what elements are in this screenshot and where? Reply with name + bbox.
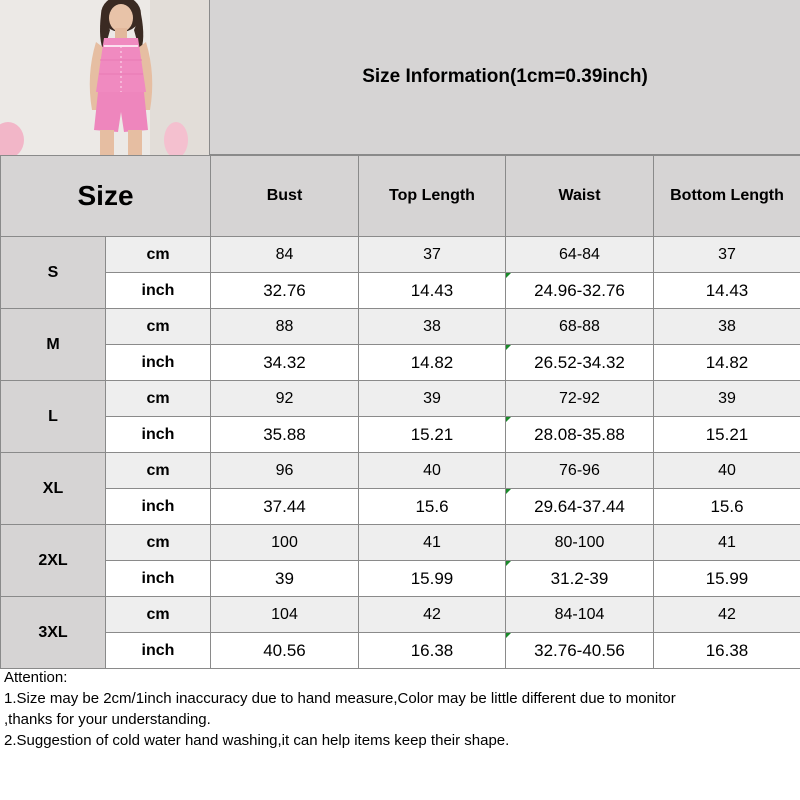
column-header-bottom-length: Bottom Length — [654, 156, 800, 237]
model-illustration — [0, 0, 210, 155]
cell-top-length-inch: 15.6 — [359, 489, 506, 525]
cell-top-length-cm: 38 — [359, 309, 506, 345]
cell-top-length-inch: 14.82 — [359, 345, 506, 381]
cell-bottom-length-cm: 42 — [654, 597, 800, 633]
note-line: 1.Size may be 2cm/1inch inaccuracy due to hand measure,Color may be little different due to monitor — [4, 690, 676, 707]
column-header-bust: Bust — [211, 156, 359, 237]
unit-label-inch: inch — [106, 561, 211, 597]
cell-bust-inch: 39 — [211, 561, 359, 597]
cell-waist-inch-value: 32.76-40.56 — [534, 640, 625, 660]
column-header-top-length: Top Length — [359, 156, 506, 237]
cell-bust-cm: 104 — [211, 597, 359, 633]
cell-bust-inch: 37.44 — [211, 489, 359, 525]
header-row — [1, 156, 800, 237]
cell-bust-cm: 100 — [211, 525, 359, 561]
table-row — [1, 453, 800, 489]
cell-marker — [506, 489, 511, 494]
cell-top-length-inch: 15.21 — [359, 417, 506, 453]
note-line: 2.Suggestion of cold water hand washing,it can help items keep their shape. — [4, 732, 510, 749]
table-row — [1, 345, 800, 381]
cell-bust-inch: 32.76 — [211, 273, 359, 309]
column-header-waist: Waist — [506, 156, 654, 237]
cell-marker — [506, 273, 511, 278]
table-row — [1, 597, 800, 633]
product-photo — [0, 0, 210, 155]
cell-waist-inch-value: 26.52-34.32 — [534, 352, 625, 372]
cell-waist-inch-value: 29.64-37.44 — [534, 496, 625, 516]
table-row — [1, 417, 800, 453]
cell-waist-cm: 68-88 — [506, 309, 654, 345]
cell-bust-cm: 92 — [211, 381, 359, 417]
cell-top-length-cm: 41 — [359, 525, 506, 561]
cell-bust-cm: 84 — [211, 237, 359, 273]
table-row — [1, 237, 800, 273]
cell-bottom-length-inch: 15.21 — [654, 417, 800, 453]
cell-marker — [506, 417, 511, 422]
cell-bust-cm: 88 — [211, 309, 359, 345]
cell-bust-inch: 35.88 — [211, 417, 359, 453]
cell-bust-inch: 40.56 — [211, 633, 359, 669]
cell-waist-inch-value: 24.96-32.76 — [534, 280, 625, 300]
unit-label-cm: cm — [106, 381, 211, 417]
cell-bottom-length-cm: 40 — [654, 453, 800, 489]
table-row — [1, 561, 800, 597]
cell-top-length-cm: 37 — [359, 237, 506, 273]
cell-waist-inch — [506, 345, 654, 381]
cell-bottom-length-inch: 15.99 — [654, 561, 800, 597]
size-label: XL — [1, 453, 106, 525]
cell-bust-inch: 34.32 — [211, 345, 359, 381]
unit-label-cm: cm — [106, 309, 211, 345]
cell-waist-cm: 84-104 — [506, 597, 654, 633]
table-row — [1, 309, 800, 345]
cell-waist-inch — [506, 561, 654, 597]
table-row — [1, 489, 800, 525]
cell-top-length-inch: 15.99 — [359, 561, 506, 597]
cell-top-length-cm: 42 — [359, 597, 506, 633]
unit-label-inch: inch — [106, 345, 211, 381]
cell-bottom-length-cm: 38 — [654, 309, 800, 345]
cell-waist-inch — [506, 417, 654, 453]
cell-bottom-length-inch: 14.82 — [654, 345, 800, 381]
size-label: S — [1, 237, 106, 309]
cell-bottom-length-cm: 39 — [654, 381, 800, 417]
unit-label-cm: cm — [106, 237, 211, 273]
cell-bottom-length-inch: 16.38 — [654, 633, 800, 669]
unit-label-cm: cm — [106, 453, 211, 489]
note-line: ,thanks for your understanding. — [4, 711, 211, 728]
cell-waist-inch — [506, 489, 654, 525]
cell-bottom-length-inch: 14.43 — [654, 273, 800, 309]
cell-waist-cm: 64-84 — [506, 237, 654, 273]
size-label: 2XL — [1, 525, 106, 597]
unit-label-cm: cm — [106, 525, 211, 561]
table-row — [1, 633, 800, 669]
attention-notes — [4, 667, 796, 751]
cell-bust-cm: 96 — [211, 453, 359, 489]
cell-waist-cm: 72-92 — [506, 381, 654, 417]
table-row — [1, 525, 800, 561]
table-row — [1, 273, 800, 309]
unit-label-inch: inch — [106, 489, 211, 525]
cell-bottom-length-inch: 15.6 — [654, 489, 800, 525]
table-row — [1, 381, 800, 417]
cell-top-length-inch: 14.43 — [359, 273, 506, 309]
cell-marker — [506, 561, 511, 566]
title-cell — [210, 0, 800, 155]
cell-waist-cm: 80-100 — [506, 525, 654, 561]
cell-waist-inch-value: 31.2-39 — [550, 568, 609, 588]
unit-label-cm: cm — [106, 597, 211, 633]
size-label: L — [1, 381, 106, 453]
cell-waist-inch — [506, 273, 654, 309]
attention-heading: Attention: — [4, 669, 68, 686]
size-header: Size — [1, 156, 211, 237]
cell-marker — [506, 633, 511, 638]
unit-label-inch: inch — [106, 633, 211, 669]
cell-top-length-cm: 40 — [359, 453, 506, 489]
cell-waist-inch-value: 28.08-35.88 — [534, 424, 625, 444]
cell-bottom-length-cm: 37 — [654, 237, 800, 273]
size-table — [0, 155, 800, 669]
cell-waist-inch — [506, 633, 654, 669]
page-title: Size Information(1cm=0.39inch) — [362, 66, 648, 87]
cell-top-length-cm: 39 — [359, 381, 506, 417]
size-label: M — [1, 309, 106, 381]
cell-bottom-length-cm: 41 — [654, 525, 800, 561]
unit-label-inch: inch — [106, 273, 211, 309]
cell-marker — [506, 345, 511, 350]
size-label: 3XL — [1, 597, 106, 669]
unit-label-inch: inch — [106, 417, 211, 453]
cell-waist-cm: 76-96 — [506, 453, 654, 489]
cell-top-length-inch: 16.38 — [359, 633, 506, 669]
